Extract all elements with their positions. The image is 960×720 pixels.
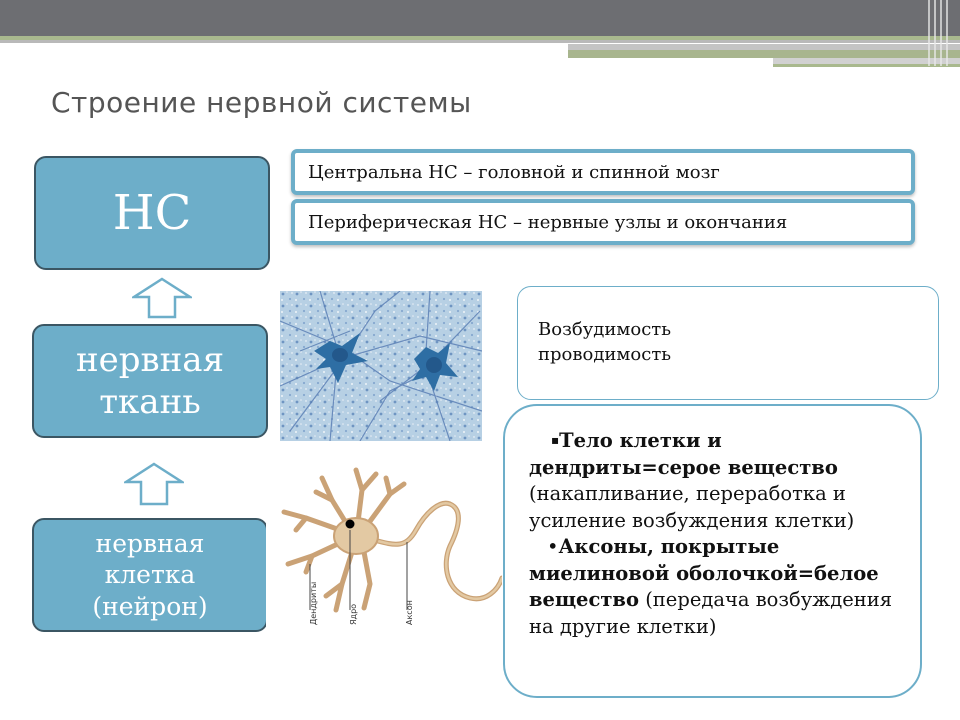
ns-label: НС <box>112 185 192 241</box>
header-stripe <box>568 50 960 58</box>
detail-item1-text: (накапливание, переработка и усиление возбуждения клетки) <box>529 482 855 532</box>
cell-label-line1: нервная <box>95 529 205 559</box>
peripheral-ns-text: Периферическая НС – нервные узлы и окончания <box>308 211 788 233</box>
nucleus-label: Ядро <box>349 603 358 625</box>
cell-label-line2: клетка <box>104 560 196 590</box>
property-conductivity: проводимость <box>538 344 672 366</box>
central-ns-box <box>291 149 915 195</box>
matter-details-box <box>503 404 922 698</box>
ns-box <box>34 156 270 270</box>
peripheral-ns-box <box>291 199 915 245</box>
detail-item2-bold: Аксоны, покрытые миелиновой оболочкой=белое вещество <box>529 535 879 612</box>
dendrites-label: Дендриты <box>309 581 318 625</box>
tissue-label-line1: нервная <box>75 339 225 380</box>
neuron-diagram <box>266 460 502 636</box>
properties-box <box>517 286 939 400</box>
header-decoration <box>926 0 950 66</box>
axon-label: Аксон <box>405 600 414 625</box>
up-arrow-icon <box>132 277 192 319</box>
central-ns-text: Центральна НС – головной и спинной мозг <box>308 161 720 183</box>
detail-item-gray-matter <box>529 428 910 534</box>
nerve-cell-box <box>32 518 268 632</box>
slide-title: Строение нервной системы <box>51 86 472 119</box>
detail-item2-text: (передача возбуждения на другие клетки) <box>529 588 893 638</box>
detail-item1-bold: Тело клетки и дендриты=серое вещество <box>529 429 838 479</box>
cell-label-line3: (нейрон) <box>92 591 208 621</box>
detail-item-white-matter <box>529 534 910 640</box>
dot-bullet-icon: • <box>547 535 559 559</box>
header-stripe <box>0 40 960 43</box>
up-arrow-icon <box>124 462 184 506</box>
tissue-label-line2: ткань <box>99 382 201 422</box>
nerve-tissue-micrograph <box>280 291 482 441</box>
nervous-tissue-box <box>32 324 268 438</box>
property-excitability: Возбудимость <box>538 319 672 340</box>
square-bullet-icon: ▪ <box>551 433 560 447</box>
header-bar <box>0 0 960 36</box>
